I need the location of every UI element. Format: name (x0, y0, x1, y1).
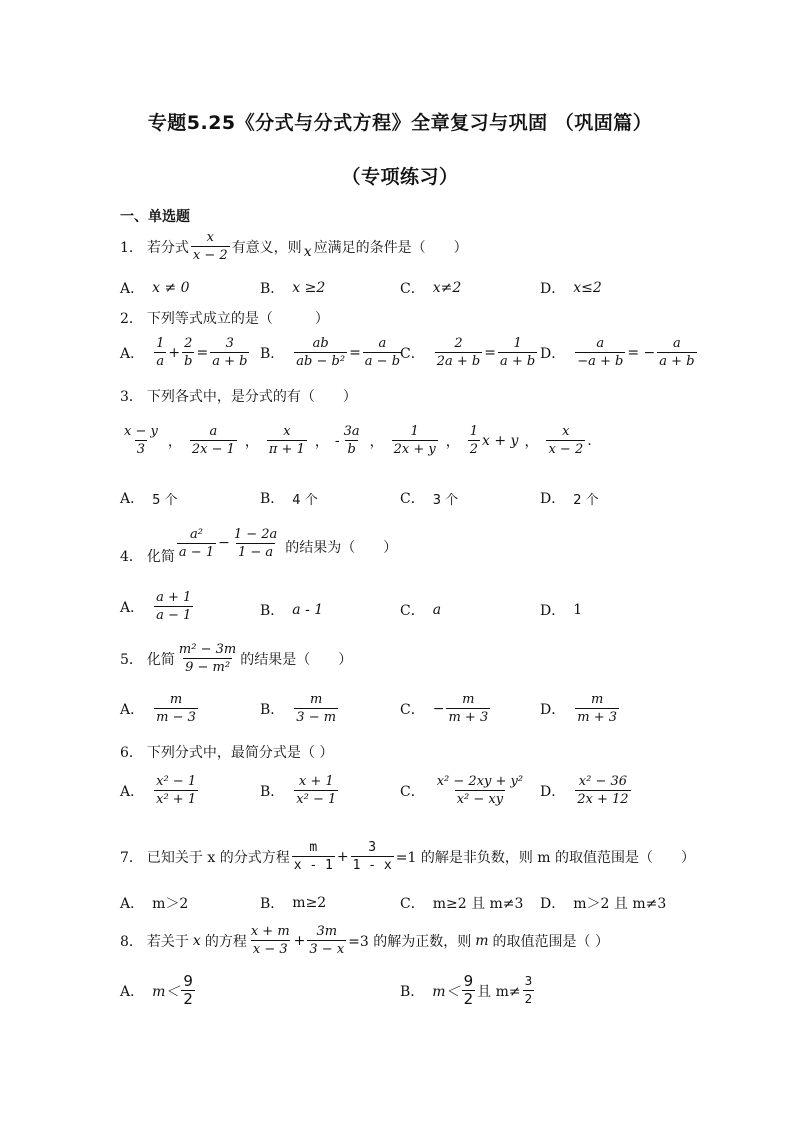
question-1 (120, 230, 468, 263)
fraction (392, 424, 438, 457)
option-text: m＞2 (152, 896, 189, 912)
period: . (587, 432, 592, 449)
option-text: 4 个 (292, 492, 318, 508)
option-d[interactable] (540, 488, 599, 508)
option-text: a (432, 602, 442, 618)
numerator: a² (190, 526, 203, 542)
fraction (182, 336, 194, 369)
option-label: A． (120, 491, 145, 507)
fraction (190, 424, 237, 457)
question-text: 的取值范围是（ ） (492, 933, 609, 950)
numerator: 1 (469, 424, 479, 439)
denominator: 2 (183, 990, 193, 1008)
denominator: a − b (364, 354, 401, 369)
denominator: 1 − a (237, 544, 274, 560)
option-label: D． (540, 783, 566, 800)
option-label: C． (400, 345, 425, 362)
option-c[interactable] (400, 336, 539, 369)
option-a[interactable] (120, 336, 251, 369)
question-number: 3． (120, 389, 143, 405)
denominator: 2x + 12 (577, 792, 629, 807)
denominator: 2x − 1 (191, 442, 235, 457)
option-label: C． (400, 281, 425, 297)
question-text: 若关于 (146, 933, 189, 950)
fraction (267, 424, 307, 457)
fraction (122, 424, 160, 457)
numerator: 1 (410, 424, 419, 439)
option-label: A． (120, 701, 145, 718)
question-text: 下列分式中，最简分式是（ ） (146, 745, 334, 761)
option-a[interactable] (120, 774, 200, 807)
fraction (294, 692, 338, 725)
question-8 (120, 924, 609, 957)
question-text: 下列等式成立的是（ ） (146, 311, 329, 327)
option-label: D． (540, 491, 566, 507)
denominator: m − 3 (156, 710, 196, 725)
fraction (435, 336, 483, 369)
numerator: 1 (513, 336, 522, 351)
expression-list: $\frac{x - y}{3}$ ， $\frac{a}{2x - 1}$ ， $\frac{x}{\pi + 1}$ ， - $\frac{3a}{b}$ ， $\frac{1}{2x + y}$ ， $\frac{1}{2}$ x + y ， $\frac{x}{x - 2}$ . (124, 424, 592, 457)
denominator: x − 2 (548, 442, 584, 457)
question-text: 已知关于 x 的分式方程 (146, 849, 290, 866)
denominator: 2a + b (436, 354, 481, 369)
fraction (575, 692, 619, 725)
numerator: 3a (343, 424, 360, 439)
option-label: D． (540, 701, 566, 718)
option-label: D． (540, 603, 566, 619)
fraction (191, 230, 230, 263)
denominator: a − 1 (178, 544, 215, 560)
option-label: B． (260, 896, 285, 912)
option-label: A． (120, 599, 145, 616)
fraction (154, 774, 198, 807)
option-label: D． (540, 281, 566, 297)
numerator: m (462, 692, 475, 707)
fraction (177, 642, 238, 675)
question-text: 化简 (146, 549, 175, 565)
denominator: −a + b (577, 354, 624, 369)
denominator: a − 1 (156, 608, 192, 623)
fraction (657, 336, 696, 369)
operator: = (484, 344, 496, 361)
denominator: 2 (524, 992, 533, 1006)
variable: x (192, 932, 201, 949)
fraction (498, 336, 537, 369)
question-number: 8． (120, 933, 143, 950)
option-d[interactable] (540, 278, 602, 298)
question-number: 6． (120, 745, 143, 761)
denominator: a + b (212, 354, 248, 369)
operator: = − (627, 344, 656, 361)
denominator: ab − b² (296, 354, 346, 369)
option-label: B． (260, 491, 285, 507)
denominator: 3 (136, 442, 146, 457)
fraction (210, 336, 249, 369)
denominator: 2 (463, 990, 474, 1008)
option-d[interactable] (540, 336, 699, 369)
numerator: m (590, 692, 604, 707)
numerator: x² − 1 (156, 774, 197, 789)
option-label: B． (260, 345, 285, 362)
option-a[interactable] (120, 278, 190, 298)
option-label: B． (260, 783, 285, 800)
denominator: π + 1 (268, 442, 305, 457)
question-text: 的结果为（ ） (285, 540, 398, 556)
fraction (177, 527, 216, 560)
denominator: 3 − x (309, 942, 345, 957)
page-title: 专题5.25《分式与分式方程》全章复习与巩固 （巩固篇） (147, 112, 653, 134)
numerator: 2 (454, 336, 463, 351)
denominator: a + b (659, 354, 695, 369)
option-label: C． (400, 603, 425, 619)
numerator: 2 (184, 336, 193, 351)
question-6 (120, 742, 333, 762)
option-text: 5 个 (152, 492, 178, 508)
question-text: =3 的解为正数，则 (348, 933, 472, 950)
fraction (342, 424, 362, 457)
option-b[interactable] (400, 974, 536, 1007)
option-text: m＜ (432, 983, 460, 1000)
denominator: m + 3 (577, 710, 617, 725)
numerator: m (309, 840, 318, 855)
numerator: x² − 2xy + y² (436, 774, 524, 789)
question-number: 2． (120, 311, 143, 327)
option-a[interactable] (120, 974, 197, 1007)
numerator: 9 (183, 972, 193, 990)
fraction (292, 840, 335, 873)
denominator: b (184, 354, 193, 369)
fraction (523, 974, 535, 1007)
question-4 (120, 520, 397, 566)
option-c[interactable] (400, 488, 458, 508)
option-label: B． (260, 603, 285, 619)
option-b[interactable] (260, 692, 340, 725)
option-text: 1 (573, 602, 583, 618)
numerator: x − y (124, 424, 158, 439)
numerator: 3 (225, 336, 234, 351)
option-text: x≠2 (432, 280, 462, 296)
question-2 (120, 308, 329, 328)
fraction (575, 336, 625, 369)
option-label: B． (400, 983, 425, 1000)
question-7 (120, 840, 695, 873)
numerator: x² − 36 (578, 774, 628, 789)
fraction (351, 840, 394, 873)
numerator: m (310, 692, 323, 707)
question-text: =1 的解是非负数，则 m 的取值范围是（ ） (395, 849, 695, 866)
option-label: C． (400, 896, 425, 912)
option-c[interactable] (400, 774, 527, 807)
fraction (307, 924, 346, 957)
minus-sign: − (432, 700, 445, 717)
section-heading: 一、单选题 (120, 209, 190, 225)
option-a[interactable] (120, 692, 200, 725)
option-a[interactable] (120, 488, 178, 508)
option-d[interactable] (540, 692, 621, 725)
option-text: m＞2 且 m≠3 (573, 896, 667, 912)
option-b[interactable] (260, 336, 404, 369)
denominator: x² − xy (456, 792, 504, 807)
option-a[interactable] (120, 590, 195, 623)
option-label: C． (400, 701, 425, 718)
numerator: ab (312, 336, 329, 351)
option-b[interactable] (260, 893, 326, 913)
fraction (154, 692, 198, 725)
question-number: 4． (120, 549, 143, 565)
numerator: a (209, 424, 218, 439)
page-subtitle: （专项练习） (341, 166, 459, 188)
option-label: C． (400, 491, 425, 507)
question-text: 化简 (146, 651, 175, 668)
option-d[interactable] (540, 600, 582, 620)
option-text: x≤2 (573, 280, 602, 296)
denominator: 9 − m² (185, 660, 231, 675)
option-c[interactable] (400, 278, 461, 298)
option-label: A． (120, 983, 145, 1000)
numerator: a (378, 336, 387, 351)
question-number: 1． (120, 239, 143, 256)
fraction (468, 424, 480, 457)
denominator: m + 3 (448, 710, 489, 725)
expression-suffix: x + y (482, 432, 519, 449)
numerator: 3 (368, 840, 377, 855)
option-text: x ≠ 0 (152, 280, 190, 296)
denominator: 2x + y (393, 442, 436, 457)
option-c[interactable] (400, 893, 523, 913)
operator: = (349, 344, 361, 361)
denominator: a (156, 354, 165, 369)
numerator: m (169, 692, 183, 707)
fraction (575, 774, 630, 807)
numerator: a + 1 (156, 590, 192, 605)
denominator: x − 2 (192, 248, 228, 263)
question-5 (120, 642, 352, 675)
fraction (249, 924, 292, 957)
numerator: x (283, 424, 291, 439)
option-label: A． (120, 345, 145, 362)
fraction (446, 692, 490, 725)
option-label: A． (120, 896, 145, 912)
question-text: 的方程 (204, 933, 247, 950)
option-c[interactable] (400, 600, 441, 620)
operator: + (293, 932, 306, 949)
numerator: 3 (524, 974, 533, 988)
denominator: x² + 1 (156, 792, 197, 807)
denominator: x² − 1 (296, 792, 337, 807)
option-text: 2 个 (573, 492, 599, 508)
numerator: 3m (316, 924, 338, 939)
option-d[interactable] (540, 893, 666, 913)
fraction (294, 336, 347, 369)
numerator: x (206, 230, 214, 245)
fraction (462, 974, 476, 1007)
option-text: a - 1 (292, 602, 324, 618)
minus-sign: - (334, 432, 340, 449)
fraction (181, 974, 195, 1007)
option-text: m≥2 且 m≠3 (432, 896, 524, 912)
option-label: A． (120, 783, 145, 800)
denominator: 1 - x (352, 858, 392, 873)
numerator: x + m (250, 924, 290, 939)
numerator: a (596, 336, 605, 351)
question-text: 应满足的条件是（ ） (313, 239, 468, 256)
variable: x (303, 243, 312, 260)
numerator: 9 (463, 972, 474, 990)
denominator: x - 1 (293, 858, 333, 873)
question-text: 的结果是（ ） (240, 651, 353, 668)
option-text: m≥2 (292, 895, 327, 911)
option-label: D． (540, 345, 566, 362)
question-text: 下列各式中，是分式的有（ ） (146, 389, 357, 405)
option-text: m＜ (152, 983, 180, 1000)
fraction (154, 590, 193, 623)
option-d[interactable] (540, 774, 633, 807)
fraction (435, 774, 525, 807)
question-3 (120, 386, 357, 406)
option-text: 3 个 (432, 492, 459, 508)
option-b[interactable] (260, 488, 318, 508)
denominator: x − 3 (252, 942, 288, 957)
operator: + (168, 344, 181, 361)
numerator: m² − 3m (178, 642, 237, 657)
operator: + (336, 848, 349, 865)
fraction (232, 527, 279, 560)
option-label: C． (400, 783, 425, 800)
option-b[interactable] (260, 600, 323, 620)
option-b[interactable] (260, 278, 325, 298)
denominator: a + b (499, 354, 536, 369)
option-a[interactable] (120, 893, 188, 913)
fraction (546, 424, 585, 457)
fraction (363, 336, 402, 369)
option-text: 且 m≠ (477, 983, 521, 1000)
numerator: 1 (156, 336, 165, 351)
question-number: 5． (120, 651, 143, 668)
fraction (154, 336, 166, 369)
denominator: 2 (469, 442, 479, 457)
denominator: 3 − m (296, 710, 337, 725)
operator: − (218, 535, 230, 551)
operator: = (196, 344, 209, 361)
option-c[interactable] (400, 692, 492, 725)
numerator: 1 − 2a (233, 526, 278, 542)
option-label: B． (260, 281, 285, 297)
option-b[interactable] (260, 774, 340, 807)
numerator: a (673, 336, 681, 351)
denominator: b (347, 442, 356, 457)
variable: m (475, 932, 489, 949)
option-label: A． (120, 281, 145, 297)
option-text: x ≥2 (292, 280, 326, 296)
numerator: x (562, 424, 570, 439)
question-text: 若分式 (146, 239, 189, 256)
fraction (294, 774, 338, 807)
option-label: D． (540, 896, 566, 912)
numerator: x + 1 (298, 774, 334, 789)
question-text: 有意义，则 (231, 239, 302, 256)
option-label: B． (260, 701, 285, 718)
question-number: 7． (120, 849, 143, 866)
